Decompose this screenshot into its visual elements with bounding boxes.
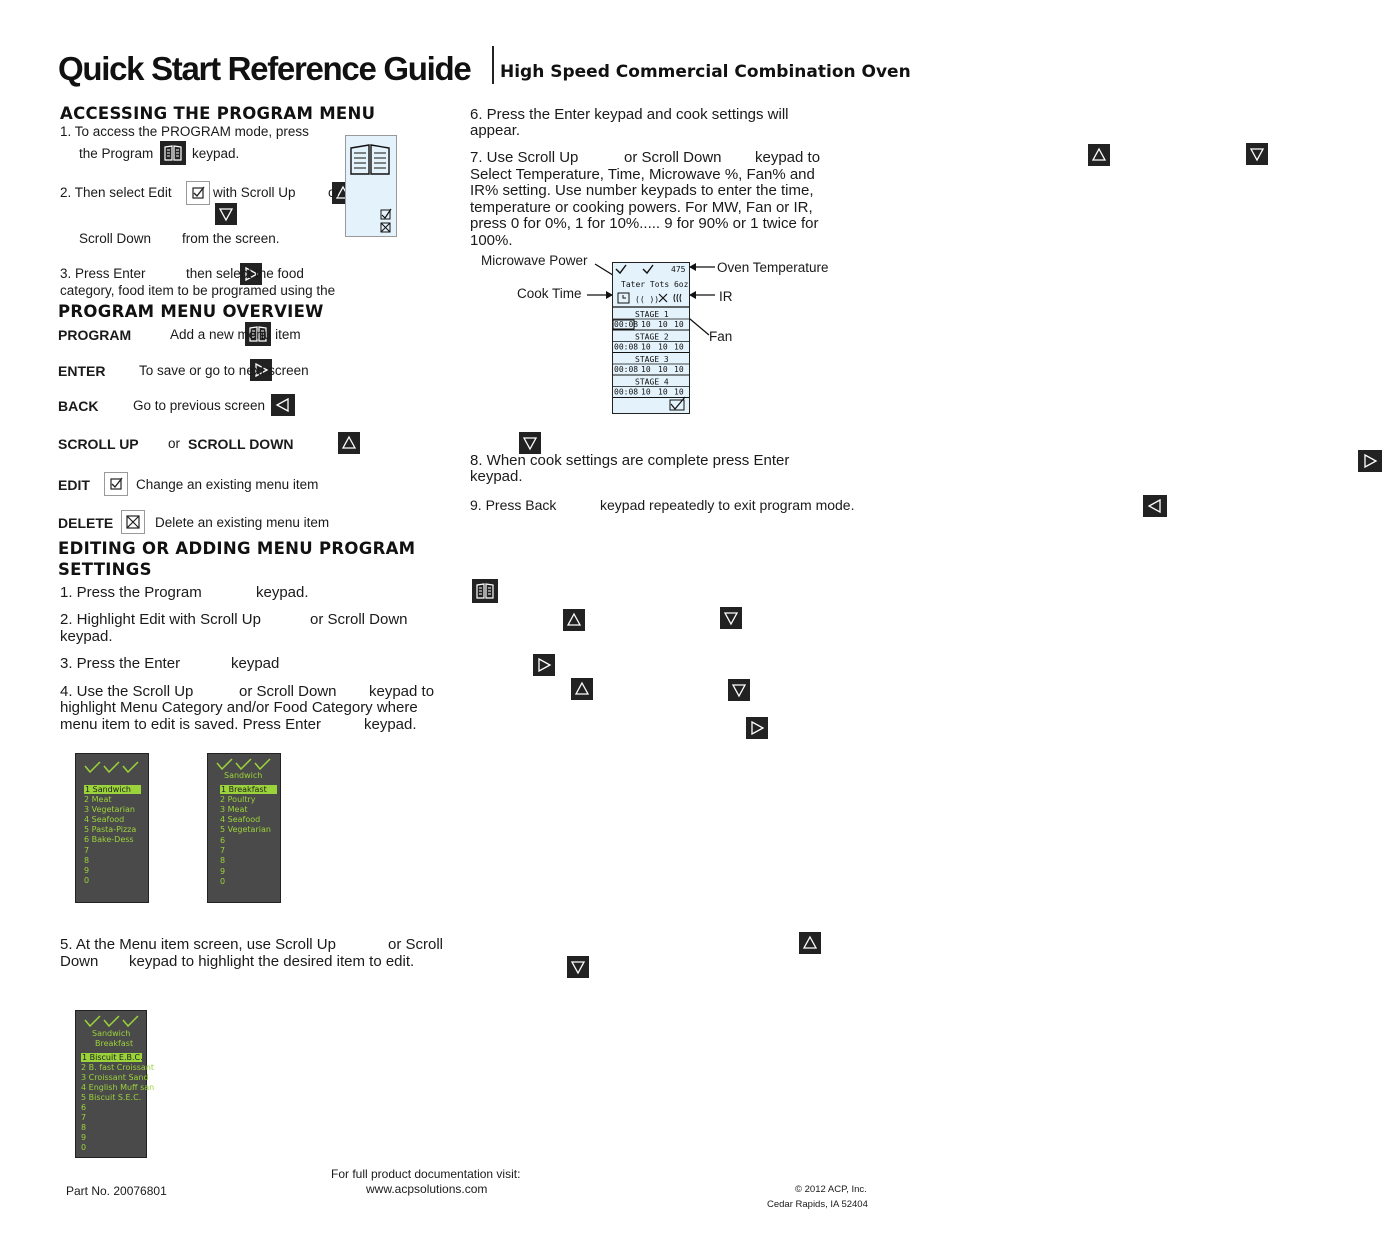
right-step7-h: 100%. (470, 232, 513, 249)
edit-step4-c: keypad to (369, 683, 435, 700)
checkmarks-icon (84, 760, 140, 774)
edit-step2-down-icon (720, 607, 742, 629)
screen3-item-5[interactable]: 5 Biscuit S.E.C. (81, 1093, 142, 1102)
edit-step3-enter-icon (533, 654, 555, 676)
right-step8-b: keypad. (470, 468, 523, 485)
lcd-stage-value[interactable]: 10 (674, 342, 684, 352)
edit-step4-enter-icon (746, 717, 768, 739)
edit-step4-a: 4. Use the Scroll Up (60, 683, 194, 700)
access-step1-line2a: the Program (79, 146, 154, 161)
edit-step2-b: or Scroll Down (310, 611, 408, 628)
food-category-screen (207, 753, 281, 903)
overview-scroll-down-label: SCROLL DOWN (188, 436, 294, 452)
overview-scroll-up-icon (338, 432, 360, 454)
access-step3-c: category, food item to be programed using the (60, 283, 336, 298)
screen1-item-5[interactable]: 5 Pasta-Pizza (84, 825, 137, 834)
edit-step5-b: or Scroll (388, 936, 444, 953)
overview-edit-icon (104, 472, 128, 496)
edit-step2-a: 2. Highlight Edit with Scroll Up (60, 611, 261, 628)
overview-delete-desc: Delete an existing menu item (155, 515, 330, 530)
edit-step4-b: or Scroll Down (239, 683, 337, 700)
lcd-stage-label: STAGE 3 (635, 355, 669, 364)
access-step2-b: with Scroll Up (213, 185, 296, 200)
screen2-header: Sandwich (224, 771, 263, 780)
edit-step3-a: 3. Press the Enter (60, 655, 181, 672)
access-step3-b: then select the food (186, 266, 304, 281)
lcd-stage-value[interactable]: 10 (641, 387, 651, 397)
lcd-title: Tater Tots 6oz (621, 280, 689, 289)
lcd-stage-value[interactable]: 10 (641, 365, 651, 374)
screen3-item-6[interactable]: 6 (81, 1103, 87, 1112)
checkmarks-icon (84, 1014, 140, 1028)
access-step2-d: Scroll Down (79, 231, 152, 246)
section-heading-editing-1: EDITING OR ADDING MENU PROGRAM (58, 539, 416, 558)
right-step8-a: 8. When cook settings are complete press Enter (470, 452, 790, 469)
edit-keypad-icon (186, 181, 210, 205)
screen3-item-7[interactable]: 7 (81, 1113, 87, 1122)
label-ir: IR (719, 289, 733, 304)
lcd-stage-time[interactable]: 00:08 (614, 365, 639, 374)
right-step7-b: or Scroll Down (624, 149, 722, 166)
screen2-item-7[interactable]: 7 (220, 846, 226, 855)
screen1-item-2[interactable]: 2 Meat (84, 795, 112, 804)
edit-step5-d: keypad to highlight the desired item to edit. (129, 953, 415, 970)
overview-enter-desc: To save or go to next screen (139, 363, 309, 378)
screen2-item-5[interactable]: 5 Vegetarian (220, 825, 271, 834)
right-step7-a: 7. Use Scroll Up (470, 149, 579, 166)
checkmarks-icon (216, 757, 272, 771)
screen3-item-8[interactable]: 8 (81, 1123, 87, 1132)
svg-text:(( )): (( )) (635, 295, 660, 304)
lcd-stage-value[interactable]: 10 (641, 342, 651, 352)
screen3-header-2: Breakfast (95, 1039, 134, 1048)
lcd-stage-value[interactable]: 10 (674, 365, 684, 374)
overview-delete-label: DELETE (58, 515, 114, 531)
label-fan: Fan (709, 329, 733, 344)
program-screen-preview (345, 135, 397, 237)
screen3-item-9[interactable]: 9 (81, 1133, 87, 1142)
screen2-item-6[interactable]: 6 (220, 836, 226, 845)
right-step6-b: appear. (470, 122, 521, 139)
lcd-stage-value[interactable]: 10 (658, 342, 668, 352)
label-microwave-power: Microwave Power (481, 253, 588, 268)
screen2-item-10[interactable]: 0 (220, 877, 226, 886)
right-step7-c: keypad to (755, 149, 821, 166)
lcd-stage-value[interactable]: 10 (658, 365, 668, 374)
lcd-stage-value[interactable]: 10 (674, 387, 684, 397)
footer-address: Cedar Rapids, IA 52404 (767, 1199, 868, 1210)
edit-step4-e: menu item to edit is saved. Press Enter (60, 716, 321, 733)
overview-enter-label: ENTER (58, 363, 106, 379)
overview-edit-label: EDIT (58, 477, 90, 493)
footer-copyright: © 2012 ACP, Inc. (795, 1184, 867, 1195)
screen2-item-3[interactable]: 3 Meat (220, 805, 248, 814)
screen1-item-9[interactable]: 9 (84, 866, 90, 875)
edit-step3-b: keypad (231, 655, 280, 672)
lcd-stage-time[interactable]: 00:08 (614, 342, 639, 352)
edit-step5-c: Down (60, 953, 99, 970)
overview-program-desc: Add a new menu item (170, 327, 301, 342)
edit-step1-b: keypad. (256, 584, 309, 601)
overview-program-label: PROGRAM (58, 327, 132, 343)
access-step2-a: 2. Then select Edit (60, 185, 172, 200)
access-step1-line2b: keypad. (192, 146, 240, 161)
overview-back-label: BACK (58, 398, 99, 414)
overview-edit-desc: Change an existing menu item (136, 477, 319, 492)
edit-step1-program-icon (472, 579, 498, 603)
right-step9-a: 9. Press Back (470, 497, 557, 513)
lcd-temp: 475 (671, 265, 686, 274)
screen1-item-6[interactable]: 6 Bake-Dess (84, 835, 134, 844)
right-step9-back-icon (1143, 495, 1167, 517)
section-heading-overview: PROGRAM MENU OVERVIEW (58, 302, 324, 321)
title-divider (492, 46, 494, 84)
right-step7-f: temperature or cooking powers. For MW, Fan or IR, (470, 199, 813, 216)
footer-doc-link[interactable]: www.acpsolutions.com (366, 1182, 488, 1196)
screen3-item-1[interactable]: 1 Biscuit E.B.C. (82, 1053, 143, 1062)
footer-doc-line1: For full product documentation visit: (331, 1167, 521, 1181)
screen3-item-4[interactable]: 4 English Muff san (81, 1083, 155, 1092)
menu-category-screen (75, 753, 149, 903)
screen2-item-8[interactable]: 8 (220, 856, 226, 865)
overview-back-desc: Go to previous screen (133, 398, 266, 413)
right-step7-g: press 0 for 0%, 1 for 10%..... 9 for 90% or 1 twice for (470, 215, 819, 232)
right-step7-up-icon (1088, 144, 1110, 166)
label-cook-time: Cook Time (517, 286, 582, 301)
edit-step4-down-icon (728, 679, 750, 701)
right-step8-enter-icon (1358, 450, 1382, 472)
screen1-item-4[interactable]: 4 Seafood (84, 815, 125, 824)
cook-settings-lcd (612, 262, 690, 414)
lcd-stage-value[interactable]: 10 (674, 320, 684, 329)
right-step7-e: IR% setting. Use number keypads to enter the time, (470, 182, 814, 199)
screen1-item-3[interactable]: 3 Vegetarian (84, 805, 135, 814)
edit-step4-d: highlight Menu Category and/or Food Category where (60, 699, 418, 716)
lcd-stage-value[interactable]: 10 (658, 320, 668, 329)
edit-step5-up-icon (799, 932, 821, 954)
screen2-item-9[interactable]: 9 (220, 867, 226, 876)
screen1-item-1[interactable]: 1 Sandwich (84, 785, 141, 794)
edit-step2-c: keypad. (60, 628, 113, 645)
overview-or: or (168, 436, 181, 451)
screen3-header-1: Sandwich (92, 1029, 131, 1038)
overview-scroll-up-label: SCROLL UP (58, 436, 139, 452)
lcd-stage-label: STAGE 1 (635, 310, 669, 319)
screen1-item-10[interactable]: 0 (84, 876, 90, 885)
screen2-item-2[interactable]: 2 Poultry (220, 795, 256, 804)
screen2-item-4[interactable]: 4 Seafood (220, 815, 261, 824)
label-oven-temperature: Oven Temperature (717, 260, 829, 275)
right-step7-d: Select Temperature, Time, Microwave %, Fan% and (470, 166, 815, 183)
screen1-item-8[interactable]: 8 (84, 856, 90, 865)
access-step2-e: from the screen. (182, 231, 280, 246)
screen1-item-7[interactable]: 7 (84, 846, 90, 855)
overview-scroll-down-icon (519, 432, 541, 454)
edit-step2-up-icon (563, 609, 585, 631)
lcd-graphic (613, 263, 689, 413)
access-step1-line1: 1. To access the PROGRAM mode, press (60, 124, 309, 139)
screen3-item-2[interactable]: 2 B. fast Croissant (81, 1063, 155, 1072)
edit-step4-f: keypad. (364, 716, 417, 733)
edit-step1-a: 1. Press the Program (60, 584, 202, 601)
screen3-item-3[interactable]: 3 Croissant Sand (81, 1073, 149, 1082)
lcd-stage-label: STAGE 2 (635, 332, 669, 342)
screen3-item-10[interactable]: 0 (81, 1143, 87, 1152)
overview-delete-icon (121, 510, 145, 534)
page-subtitle: High Speed Commercial Combination Oven (500, 62, 911, 82)
overview-back-icon (271, 394, 295, 416)
program-keypad-icon (160, 141, 186, 165)
edit-step5-down-icon (567, 956, 589, 978)
right-step7-down-icon (1246, 143, 1268, 165)
edit-step4-up-icon (571, 678, 593, 700)
lcd-stage-label: STAGE 4 (635, 377, 669, 387)
access-step2-c: or (328, 185, 341, 200)
page-title: Quick Start Reference Guide (58, 50, 471, 87)
section-heading-access: ACCESSING THE PROGRAM MENU (60, 104, 376, 123)
right-step9-b: keypad repeatedly to exit program mode. (600, 497, 855, 513)
section-heading-editing-2: SETTINGS (58, 560, 152, 579)
access-step3-a: 3. Press Enter (60, 266, 146, 281)
lcd-stage-time[interactable]: 00:08 (614, 387, 639, 397)
edit-step5-a: 5. At the Menu item screen, use Scroll Up (60, 936, 336, 953)
screen2-item-1[interactable]: 1 Breakfast (220, 785, 277, 794)
right-step6-a: 6. Press the Enter keypad and cook settings will (470, 106, 789, 123)
menu-item-screen (75, 1010, 155, 1158)
lcd-stage-value[interactable]: 10 (658, 387, 668, 397)
lcd-stage-value[interactable]: 10 (641, 320, 651, 329)
scroll-down-keypad-icon (215, 203, 237, 225)
footer-part-number: Part No. 20076801 (66, 1184, 167, 1198)
lcd-stage-time[interactable]: 00:08 (614, 320, 639, 329)
